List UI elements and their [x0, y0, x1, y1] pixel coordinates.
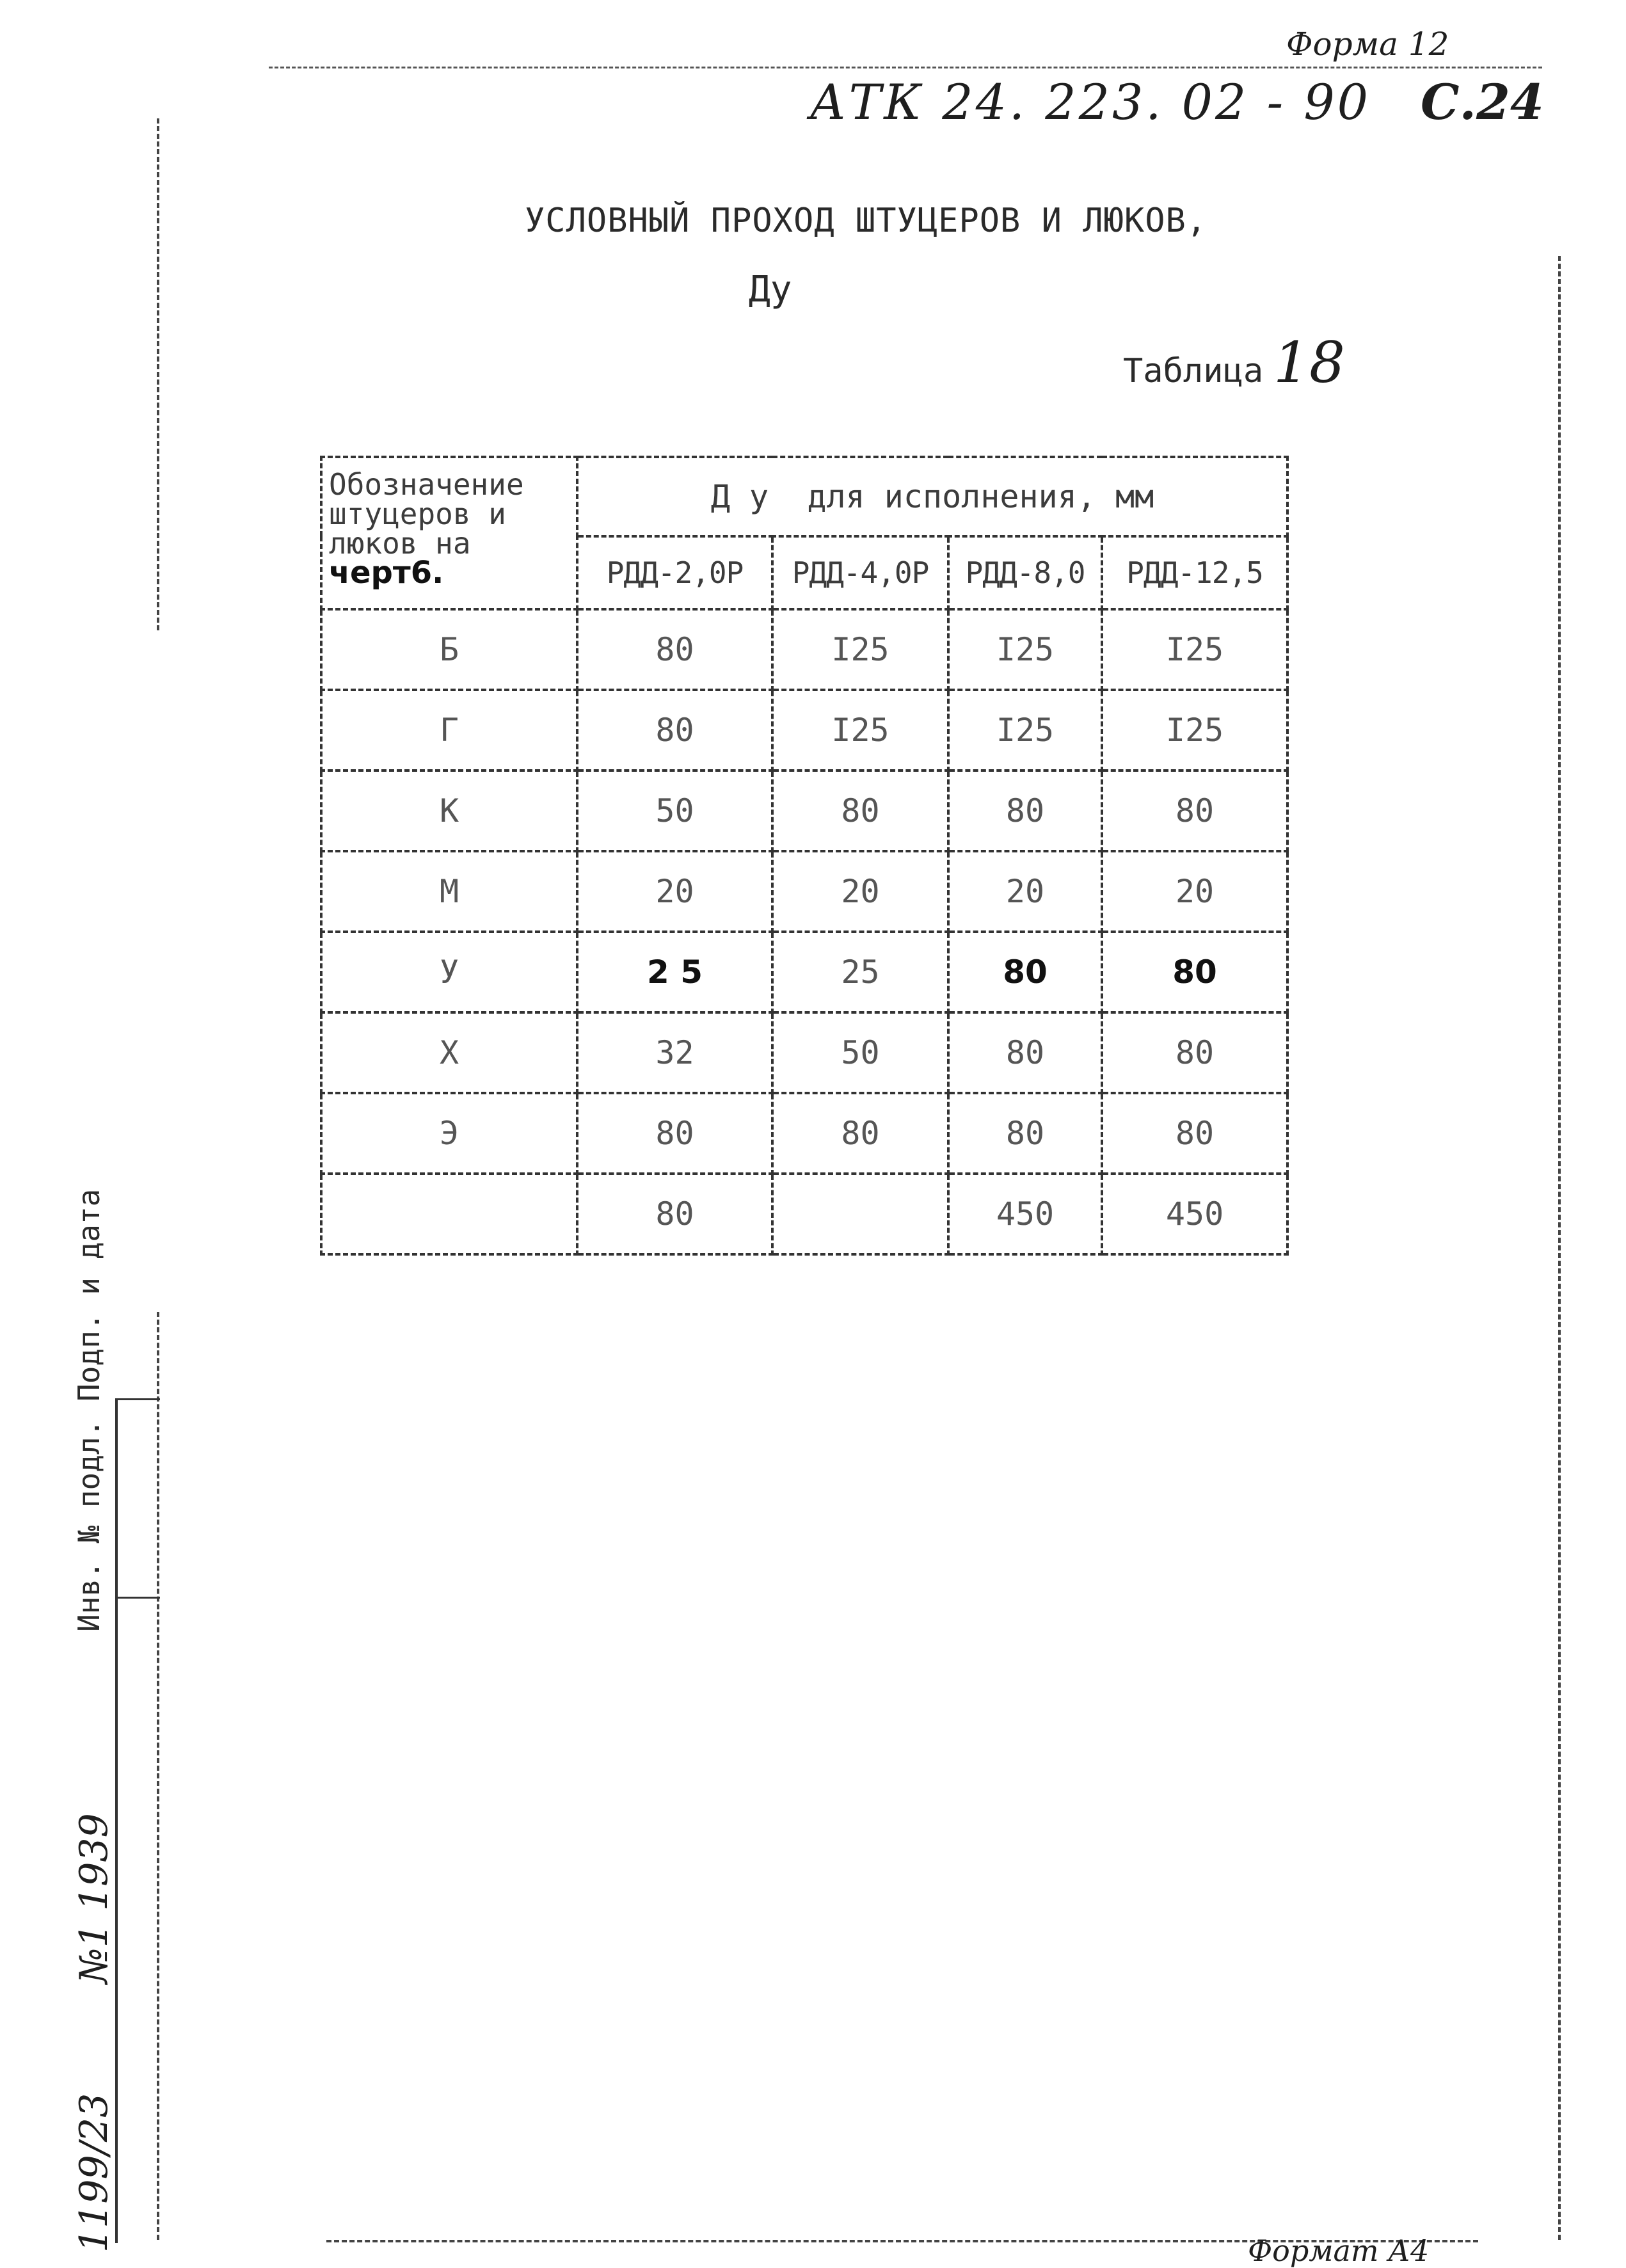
value-cell: 80: [948, 932, 1102, 1012]
stamp-divider-2: [115, 1597, 160, 1599]
value-cell: 80: [948, 1093, 1102, 1174]
value-cell: 25: [772, 932, 948, 1012]
designation-cell: Х: [321, 1012, 577, 1093]
value-cell: I25: [1102, 690, 1287, 771]
value-cell: 450: [1102, 1174, 1287, 1254]
value-cell: 50: [577, 771, 772, 851]
table-label: Таблица: [1123, 352, 1264, 390]
margin-stamp-number-2: №1 1939: [72, 1813, 116, 1984]
designation-cell: [321, 1174, 577, 1254]
value-cell: 80: [1102, 1012, 1287, 1093]
page-number: С.24: [1421, 74, 1544, 131]
value-cell: 80: [948, 771, 1102, 851]
document-code: АТК 24. 223. 02 - 90: [809, 74, 1371, 131]
table-row: [321, 690, 1287, 771]
value-cell: 80: [1102, 1093, 1287, 1174]
designation-cell: Б: [321, 609, 577, 690]
left-border-lower: [157, 1312, 159, 2240]
value-cell: I25: [772, 609, 948, 690]
value-cell: 80: [1102, 932, 1287, 1012]
margin-stamp-number: 1199/23: [72, 2093, 116, 2253]
document-subtitle: Ду: [749, 269, 792, 310]
value-cell: 20: [577, 851, 772, 932]
value-cell: 80: [577, 609, 772, 690]
value-cell: I25: [948, 690, 1102, 771]
column-header: РДД-8,0: [948, 536, 1102, 609]
left-border: [157, 118, 159, 630]
designation-header-line: люков на: [329, 526, 471, 561]
page-format: Формат А4: [1248, 2233, 1430, 2268]
document-title: УСЛОВНЫЙ ПРОХОД ШТУЦЕРОВ И ЛЮКОВ,: [525, 202, 1208, 240]
value-cell: 80: [1102, 771, 1287, 851]
table-row: [321, 1093, 1287, 1174]
form-number: Форма 12: [1286, 26, 1449, 63]
value-cell: I25: [948, 609, 1102, 690]
value-cell: 32: [577, 1012, 772, 1093]
designation-cell: К: [321, 771, 577, 851]
column-header: РДД-2,0Р: [577, 536, 772, 609]
value-cell: I25: [1102, 609, 1287, 690]
column-header: РДД-4,0Р: [772, 536, 948, 609]
value-cell: 2 5: [577, 932, 772, 1012]
designation-cell: Э: [321, 1093, 577, 1174]
designation-cell: М: [321, 851, 577, 932]
value-cell: [772, 1174, 948, 1254]
designation-header-line: Обозначение: [329, 467, 524, 502]
column-header: РДД-12,5: [1102, 536, 1287, 609]
table-row: [321, 932, 1287, 1012]
table-row: [321, 609, 1287, 690]
value-cell: 80: [948, 1012, 1102, 1093]
value-cell: 80: [772, 1093, 948, 1174]
stamp-divider-1: [115, 1398, 160, 1400]
value-cell: 20: [1102, 851, 1287, 932]
value-cell: 80: [577, 1093, 772, 1174]
table-number: 18: [1273, 330, 1345, 395]
designation-header: [321, 457, 577, 609]
value-cell: 80: [577, 1174, 772, 1254]
top-rule: [269, 67, 1542, 68]
value-cell: 20: [772, 851, 948, 932]
table-row: [321, 1174, 1287, 1254]
value-cell: 80: [577, 690, 772, 771]
value-cell: 450: [948, 1174, 1102, 1254]
designation-cell: Г: [321, 690, 577, 771]
right-border: [1558, 256, 1561, 2240]
nozzle-diameter-table: [320, 456, 1289, 1256]
diameter-span-header: Д у для исполнения, мм: [577, 457, 1287, 536]
designation-header-handwritten: черт6.: [329, 555, 444, 591]
designation-cell: У: [321, 932, 577, 1012]
table-row: [321, 851, 1287, 932]
value-cell: I25: [772, 690, 948, 771]
margin-stamp-inventory: Инв. № подл. Подп. и дата: [72, 1188, 106, 1632]
table-row: [321, 1012, 1287, 1093]
designation-header-line: штуцеров и: [329, 497, 506, 531]
value-cell: 80: [772, 771, 948, 851]
value-cell: 20: [948, 851, 1102, 932]
table-row: [321, 771, 1287, 851]
value-cell: 50: [772, 1012, 948, 1093]
